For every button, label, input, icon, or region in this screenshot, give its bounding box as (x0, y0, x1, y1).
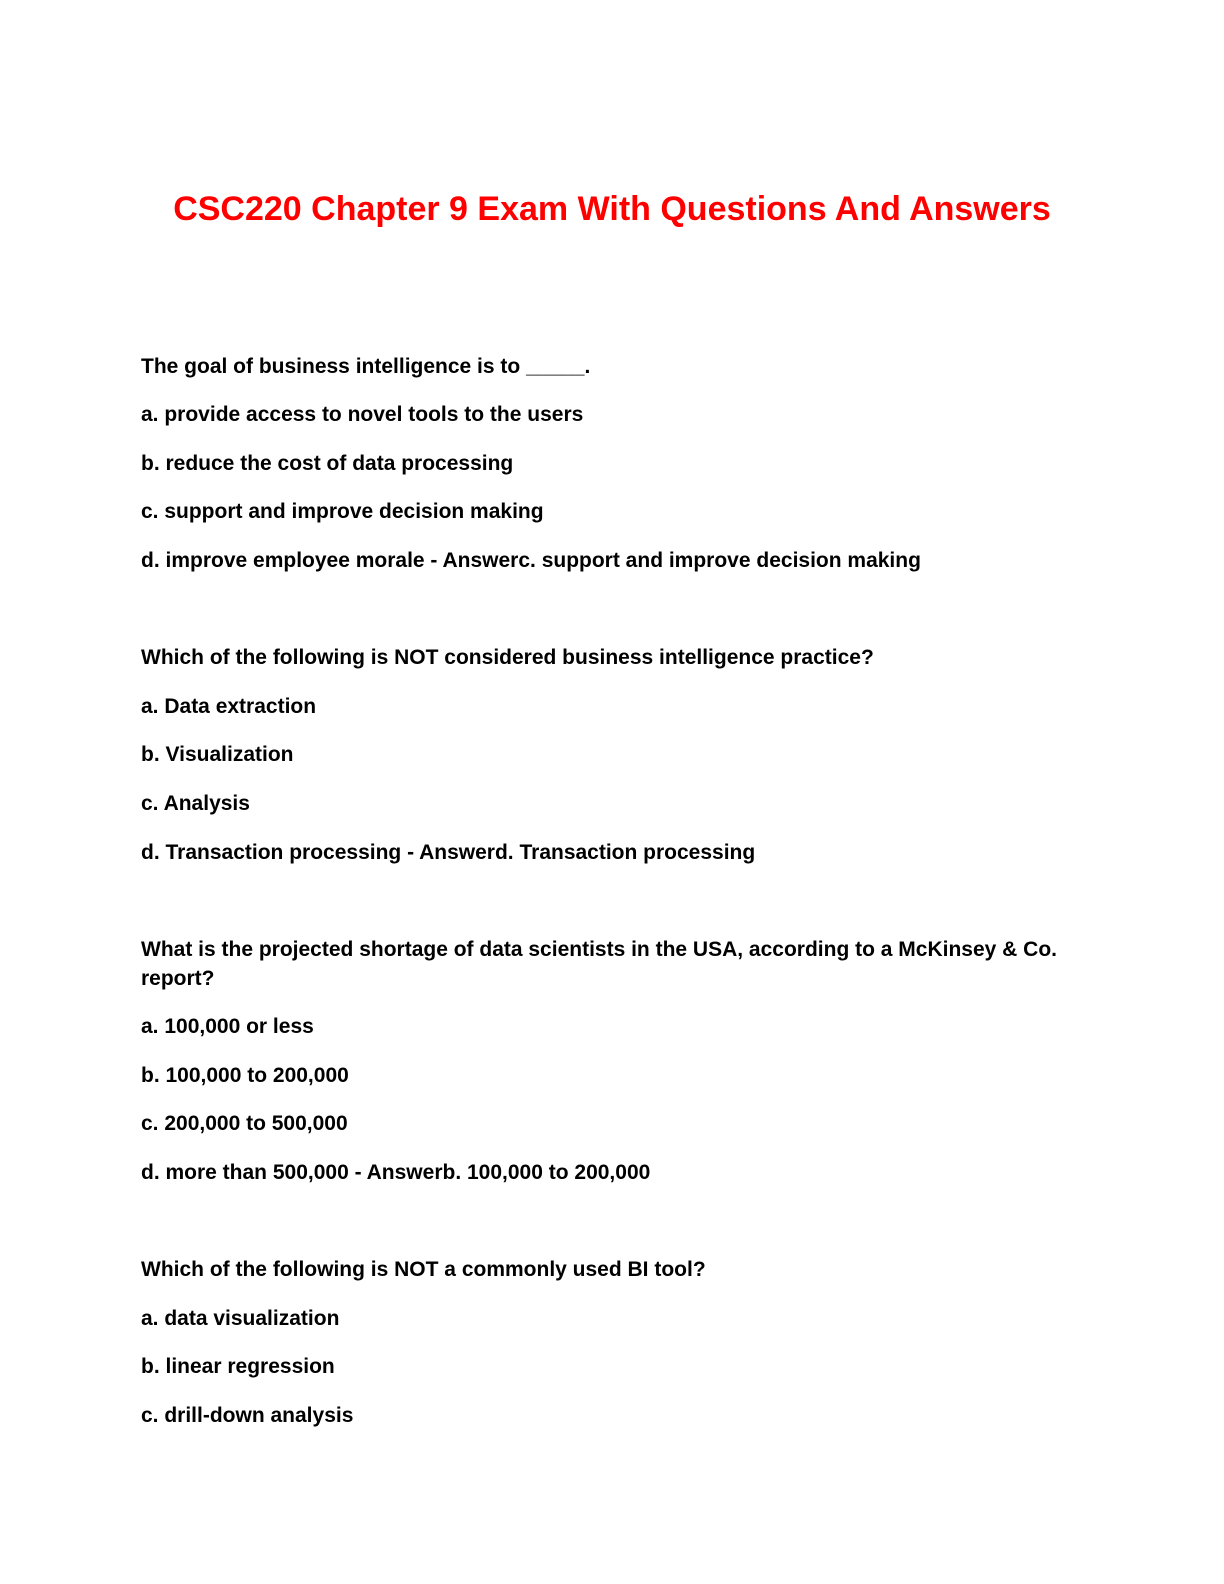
question-4-option-c: c. drill-down analysis (141, 1404, 354, 1427)
question-2-text: Which of the following is NOT considered business intelligence practice? (141, 646, 874, 669)
question-3-option-a: a. 100,000 or less (141, 1015, 314, 1038)
question-3-option-b: b. 100,000 to 200,000 (141, 1064, 349, 1087)
question-1-option-d: d. improve employee morale - Answerc. support and improve decision making (141, 549, 921, 572)
page-title: CSC220 Chapter 9 Exam With Questions And Answers (173, 190, 1051, 228)
question-2-option-c: c. Analysis (141, 792, 250, 815)
question-3-option-c: c. 200,000 to 500,000 (141, 1112, 348, 1135)
question-2-option-b: b. Visualization (141, 743, 294, 766)
question-2-option-d: d. Transaction processing - Answerd. Transaction processing (141, 841, 756, 864)
question-4-option-a: a. data visualization (141, 1307, 340, 1330)
question-1-option-a: a. provide access to novel tools to the users (141, 403, 584, 426)
question-4-text: Which of the following is NOT a commonly used BI tool? (141, 1258, 706, 1281)
question-3-option-d: d. more than 500,000 - Answerb. 100,000 to 200,000 (141, 1161, 651, 1184)
question-1-option-c: c. support and improve decision making (141, 500, 544, 523)
question-1-text: The goal of business intelligence is to _____. (141, 355, 591, 378)
question-4-option-b: b. linear regression (141, 1355, 335, 1378)
question-1-option-b: b. reduce the cost of data processing (141, 452, 514, 475)
question-3-text: What is the projected shortage of data scientists in the USA, according to a McKinsey & Co. report? (141, 938, 1063, 990)
question-2-option-a: a. Data extraction (141, 695, 317, 718)
